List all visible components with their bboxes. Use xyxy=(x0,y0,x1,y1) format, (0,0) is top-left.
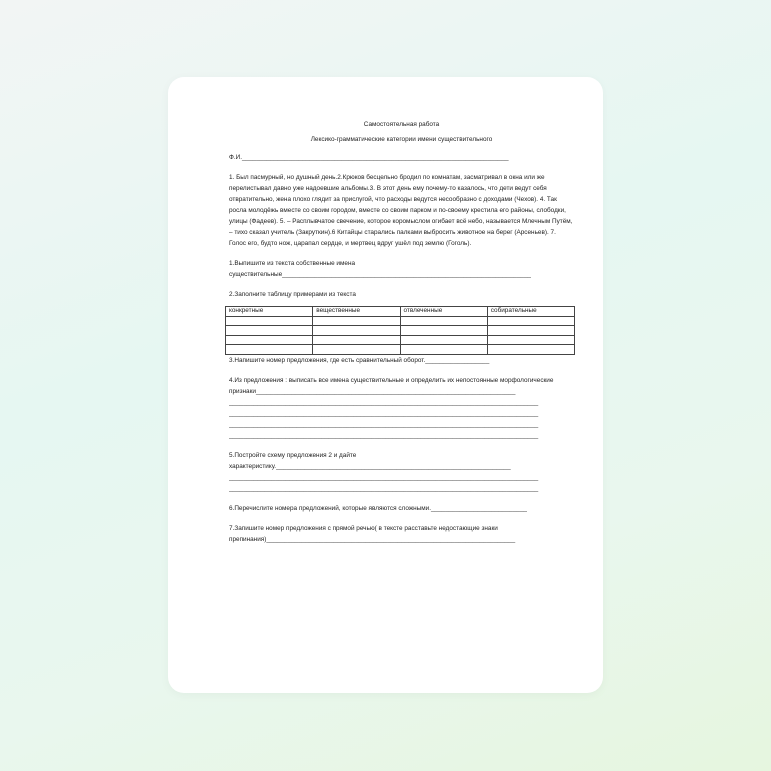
answer-blank-line: _______________________________________________________________________________________ xyxy=(229,484,539,492)
task-1-prompt: 1.Выпишите из текста собственные имена xyxy=(229,260,356,267)
document-title: Самостоятельная работа xyxy=(363,121,440,128)
task-5-prompt: 5.Постройте схему предложения 2 и дайте xyxy=(229,451,357,459)
document-subtitle: Лексико-грамматические категории имени существительного xyxy=(310,136,493,143)
table-header-cell: отвлеченные xyxy=(400,307,487,317)
answer-blank-line: _______________________________________________________________________________________ xyxy=(229,431,539,439)
table-cell xyxy=(226,345,313,355)
table-cell xyxy=(487,326,574,336)
table-cell xyxy=(313,335,400,345)
worksheet-page xyxy=(168,77,603,693)
table-cell xyxy=(313,326,400,336)
task-4-prompt: 4.Из предложения : выписать все имена существительные и определить их непостоянные морфологические xyxy=(229,376,554,384)
answer-blank-line: _______________________________________________________________________________________ xyxy=(229,420,539,428)
answer-blank-line: _______________________________________________________________________________________ xyxy=(229,398,539,406)
table-header-cell: вещественные xyxy=(313,307,400,317)
table-cell xyxy=(487,335,574,345)
task-1-answer-line: существительные______________________________________________________________________ xyxy=(229,271,531,278)
name-line: Ф.И.___________________________________________________________________________ xyxy=(229,154,509,161)
task-2-prompt: 2.Заполните таблицу примерами из текста xyxy=(229,291,356,298)
table-cell xyxy=(487,316,574,326)
answer-blank-line: _______________________________________________________________________________________ xyxy=(229,473,539,481)
table-header-row xyxy=(226,307,575,317)
task-7-answer-line: препинания)______________________________________________________________________ xyxy=(229,535,516,543)
table-cell xyxy=(226,326,313,336)
table-cell xyxy=(313,316,400,326)
table-cell xyxy=(400,345,487,355)
table-cell xyxy=(313,345,400,355)
table-row xyxy=(226,345,575,355)
table-cell xyxy=(226,316,313,326)
table-cell xyxy=(487,345,574,355)
table-cell xyxy=(226,335,313,345)
table-cell xyxy=(400,326,487,336)
table-cell xyxy=(400,316,487,326)
worksheet-content xyxy=(229,119,574,545)
task-6-prompt: 6.Перечислите номера предложений, которые являются сложными.___________________________ xyxy=(229,504,527,512)
table-row xyxy=(226,316,575,326)
text-passage: 1. Был пасмурный, но душный день.2.Крюков бесцельно бродил по комнатам, засматривал в окна или же перелистывал давно уже надоевшие альбомы.3. В этот день ему почему-то казалось, что дети ведут себя отвратительно, жена плохо глядит за прислугой, что расходы ведутся несообразно с доходами (Чехов). 4. Так росла молодёжь вместе со своим городом, вместе со своим парком и по-своему крестила его районы, слободки, улицы (Фадеев). 5. – Расплывчатое свечение, которое коромыслом огибает всё небо, называется Млечным Путём, – тихо сказал учитель (Закруткин).6 Китайцы старались палками выбросить животное на берег (Арсеньев). 7. Голос его, будто нож, царапал сердце, и мертвец вдруг ушёл под землю (Гоголь). xyxy=(229,174,573,247)
table-header-cell: собирательные xyxy=(487,307,574,317)
task-3-prompt: 3.Напишите номер предложения, где есть сравнительный оборот.__________________ xyxy=(229,356,490,364)
noun-category-table xyxy=(225,306,575,355)
table-header-cell: конкретные xyxy=(226,307,313,317)
table-row xyxy=(226,326,575,336)
table-row xyxy=(226,335,575,345)
table-cell xyxy=(400,335,487,345)
task-7-prompt: 7.Запишите номер предложения с прямой речью( в тексте расставьте недостающие знаки xyxy=(229,524,498,532)
task-4-answer-line: признаки_________________________________________________________________________ xyxy=(229,387,516,395)
answer-blank-line: _______________________________________________________________________________________ xyxy=(229,409,539,417)
task-5-answer-line: характеристику.__________________________________________________________________ xyxy=(229,462,511,470)
